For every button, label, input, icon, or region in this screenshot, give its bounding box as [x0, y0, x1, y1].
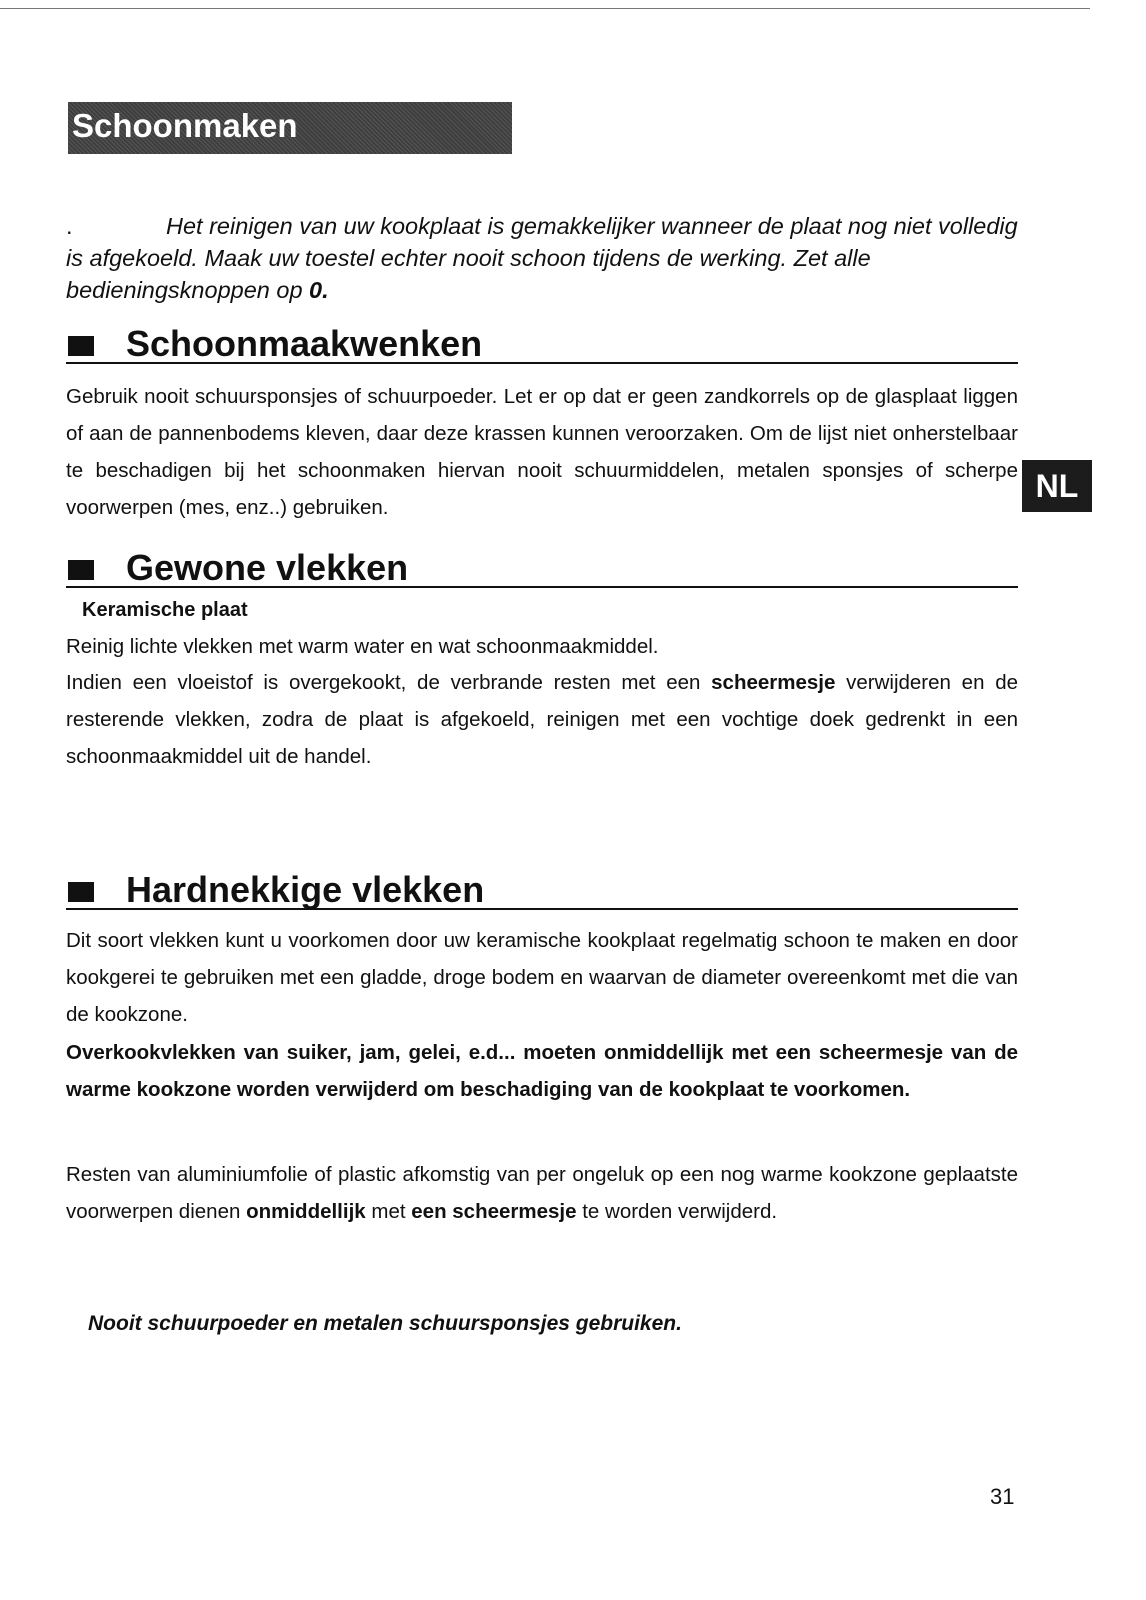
- text-span: Resten van aluminiumfolie of plastic afkomstig van per ongeluk op een nog warme kookzone geplaatste voorwerpen dienen: [66, 1163, 1018, 1223]
- section-heading: Schoonmaakwenken: [126, 323, 483, 364]
- title-banner: [68, 102, 512, 154]
- intro-paragraph: [66, 210, 1026, 306]
- bold-span: onmiddellijk: [246, 1200, 366, 1223]
- intro-dot: .: [66, 213, 73, 239]
- section2-paragraph-2: [66, 664, 1018, 775]
- top-rule: [0, 8, 1090, 9]
- text-span: verwijderen en de resterende vlekken, zodra de plaat is afgekoeld, reinigen met een vochtige doek gedrenkt in een schoonmaakmiddel uit de handel.: [66, 671, 1018, 768]
- square-bullet-icon: [68, 336, 94, 356]
- section-hardnekkige-vlekken: [66, 864, 1018, 910]
- subheading-keramische-plaat: Keramische plaat: [82, 599, 248, 621]
- page-title: Schoonmaken: [72, 107, 298, 144]
- square-bullet-icon: [68, 560, 94, 580]
- section1-paragraph: Gebruik nooit schuursponsjes of schuurpoeder. Let er op dat er geen zandkorrels op de glasplaat liggen of aan de pannenbodems kleven, daar deze krassen kunnen veroorzaken. Om de lijst niet onherstelbaar te beschadigen bij het schoonmaken hiervan nooit schuurmiddelen, metalen sponsjes of scherpe voorwerpen (mes, enz..) gebruiken.: [66, 385, 1018, 519]
- square-bullet-icon: [68, 882, 94, 902]
- section-schoonmaakwenken: [66, 318, 1018, 364]
- section-gewone-vlekken: [66, 542, 1018, 588]
- section-heading: Gewone vlekken: [126, 547, 409, 588]
- section-heading: Hardnekkige vlekken: [126, 869, 485, 910]
- bold-span: scheermesje: [711, 671, 836, 694]
- section3-paragraph-1: Dit soort vlekken kunt u voorkomen door uw keramische kookplaat regelmatig schoon te maken en door kookgerei te gebruiken met een gladde, droge bodem en waarvan de diameter overeenkomt met die van de kookzone.: [66, 929, 1018, 1026]
- text-span: Indien een vloeistof is overgekookt, de verbrande resten met een: [66, 671, 712, 694]
- section3-paragraph-3: [66, 1156, 1018, 1230]
- page-number: 31: [990, 1484, 1015, 1509]
- intro-bold: 0.: [309, 277, 329, 303]
- final-note: Nooit schuurpoeder en metalen schuursponsjes gebruiken.: [88, 1312, 682, 1335]
- section3-paragraph-2: Overkookvlekken van suiker, jam, gelei, e.d... moeten onmiddellijk met een scheermesje van de warme kookzone worden verwijderd om beschadiging van de kookplaat te voorkomen.: [66, 1041, 1018, 1101]
- bold-span: een scheermesje: [411, 1200, 577, 1223]
- text-span: met: [365, 1200, 412, 1223]
- text-span: te worden verwijderd.: [576, 1200, 778, 1223]
- section2-paragraph-1: Reinig lichte vlekken met warm water en wat schoonmaakmiddel.: [66, 635, 659, 658]
- language-tab: NL: [1022, 460, 1092, 512]
- intro-text: Het reinigen van uw kookplaat is gemakkelijker wanneer de plaat nog niet volledig is afgekoeld. Maak uw toestel echter nooit schoon tijdens de werking. Zet alle bedieningsknoppen op: [66, 213, 1018, 303]
